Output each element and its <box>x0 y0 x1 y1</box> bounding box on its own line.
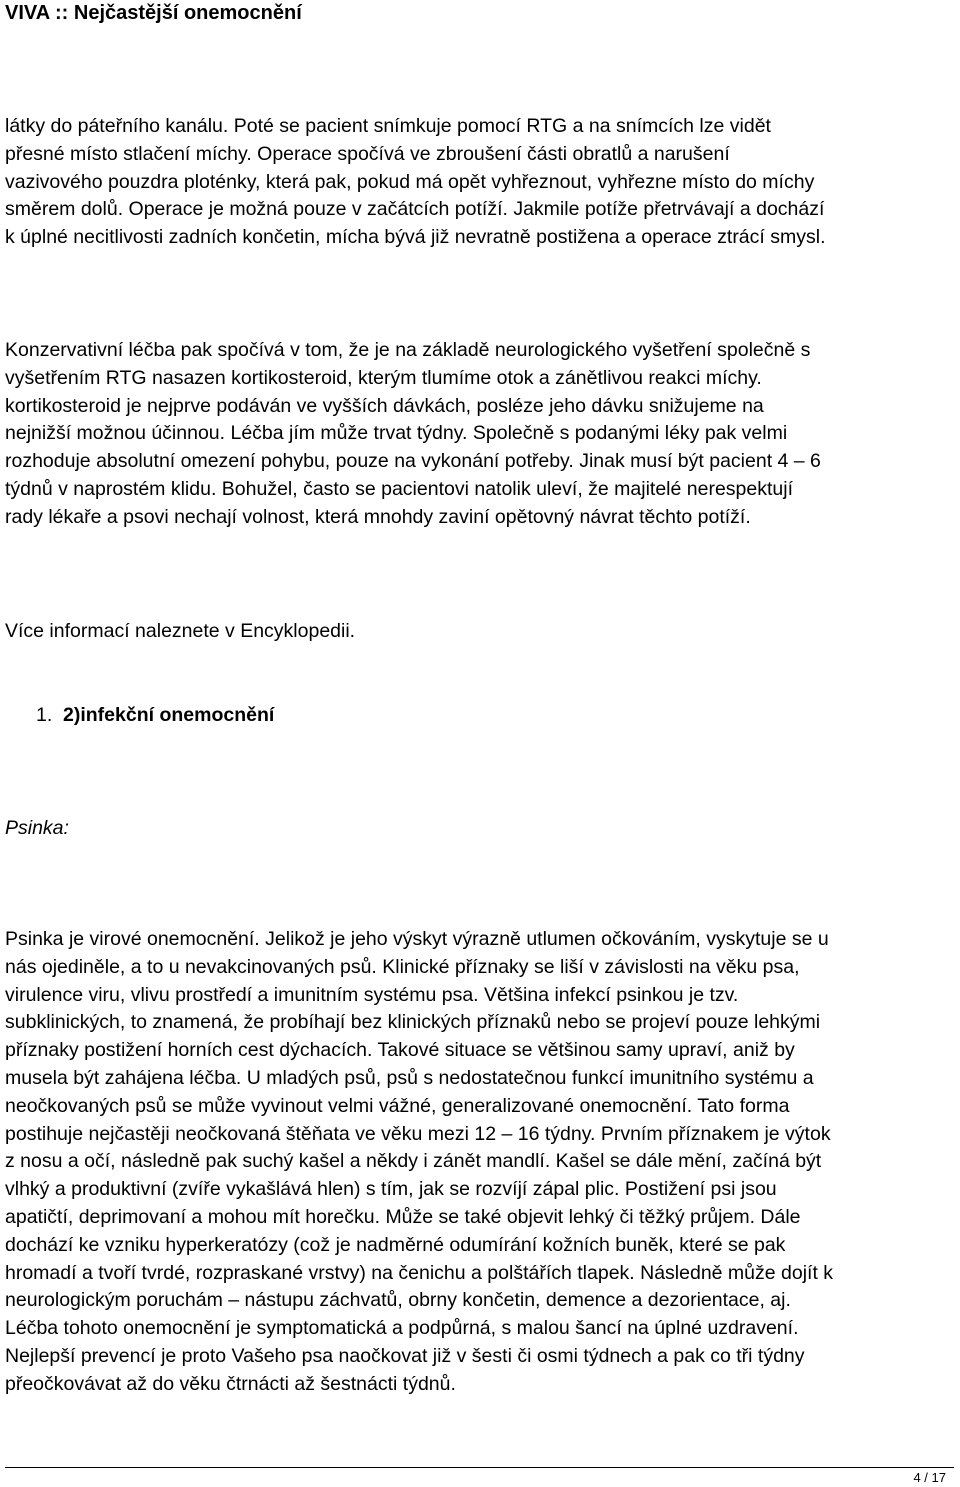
paragraph-line: rady lékaře a psovi nechají volnost, která mnohdy zaviní opětovný návrat těchto potíží. <box>5 505 751 528</box>
paragraph-line: vazivového pouzdra ploténky, která pak, pokud má opět vyhřeznout, vyhřezne místo do míchy <box>5 170 815 193</box>
paragraph-line: rozhoduje absolutní omezení pohybu, pouze na vykonání potřeby. Jinak musí být pacient 4 – 6 <box>5 450 821 473</box>
paragraph-line: nás ojediněle, a to u nevakcinovaných psů. Klinické příznaky se liší v závislosti na věku psa, <box>5 955 800 978</box>
paragraph-psinka <box>5 926 957 1399</box>
list-item-infectious-diseases <box>36 702 274 730</box>
paragraph-line: dochází ke vzniku hyperkeratózy (což je nadměrné odumírání kožních buněk, které se pak <box>5 1233 786 1256</box>
paragraph-line: z nosu a očí, následně pak suchý kašel a někdy i zánět mandlí. Kašel se dále mění, začíná být <box>5 1150 822 1173</box>
footer-divider <box>5 1467 954 1468</box>
list-item-heading: 2)infekční onemocnění <box>63 704 275 726</box>
paragraph-line: látky do páteřního kanálu. Poté se pacient snímkuje pomocí RTG a na snímcích lze vidět <box>5 115 771 137</box>
section-subheading-psinka: Psinka: <box>5 817 69 839</box>
paragraph-line: neočkovaných psů se může vyvinout velmi vážné, generalizované onemocnění. Tato forma <box>5 1094 790 1117</box>
paragraph-line: virulence viru, vlivu prostředí a imunitním systému psa. Většina infekcí psinkou je tzv. <box>5 983 739 1006</box>
paragraph-conservative-treatment <box>5 337 957 532</box>
paragraph-line: nejnižší možnou účinnou. Léčba jím může trvat týdny. Společně s podanými léky pak velmi <box>5 422 788 445</box>
paragraph-line: apatičtí, deprimovaní a mohou mít horečku. Může se také objevit lehký či těžký průjem. Dále <box>5 1205 801 1228</box>
page-header-title: VIVA :: Nejčastější onemocnění <box>5 2 302 24</box>
paragraph-line: kortikosteroid je nejprve podáván ve vyšších dávkách, posléze jeho dávku snižujeme na <box>5 394 764 417</box>
paragraph-line: musela být zahájena léčba. U mladých psů, psů s nedostatečnou funkcí imunitního systému a <box>5 1066 814 1089</box>
list-item-number: 1. <box>36 704 53 726</box>
paragraph-line: přeočkovávat až do věku čtrnácti až šestnácti týdnů. <box>5 1372 456 1395</box>
paragraph-surgery <box>5 113 957 252</box>
paragraph-line: postihuje nejčastěji neočkovaná štěňata ve věku mezi 12 – 16 týdny. Prvním příznakem je výtok <box>5 1122 831 1145</box>
info-line-text: Více informací naleznete v Encyklopedii. <box>5 620 356 642</box>
paragraph-line: vlhký a produktivní (zvíře vykašlává hlen) s tím, jak se rozvíjí zápal plic. Postižení psi jsou <box>5 1178 777 1201</box>
paragraph-line: neurologickým poruchám – nástupu záchvatů, obrny končetin, demence a dezorientace, aj. <box>5 1289 791 1312</box>
paragraph-line: k úplné necitlivosti zadních končetin, mícha bývá již nevratně postižena a operace ztrácí smysl. <box>5 226 826 249</box>
paragraph-line: subklinických, to znamená, že probíhají bez klinických příznaků nebo se projeví pouze lehkými <box>5 1011 821 1034</box>
paragraph-line: směrem dolů. Operace je možná pouze v začátcích potíží. Jakmile potíže přetrvávají a dochází <box>5 198 825 221</box>
paragraph-line: Léčba tohoto onemocnění je symptomatická a podpůrná, s malou šancí na úplné uzdravení. <box>5 1317 799 1340</box>
paragraph-line: přesné místo stlačení míchy. Operace spočívá ve zbroušení části obratlů a narušení <box>5 142 730 165</box>
info-line <box>5 618 957 646</box>
paragraph-line: příznaky postižení horních cest dýchacích. Takové situace se většinou samy upraví, aniž by <box>5 1039 795 1062</box>
paragraph-line: Konzervativní léčba pak spočívá v tom, že je na základě neurologického vyšetření společně s <box>5 339 811 361</box>
paragraph-line: týdnů v naprostém klidu. Bohužel, často se pacientovi natolik uleví, že majitelé nerespektují <box>5 477 794 500</box>
page-number: 4 / 17 <box>913 1470 946 1485</box>
paragraph-line: Nejlepší prevencí je proto Vašeho psa naočkovat již v šesti či osmi týdnech a pak co tři týdny <box>5 1344 805 1367</box>
paragraph-line: Psinka je virové onemocnění. Jelikož je jeho výskyt výrazně utlumen očkováním, vyskytuje se u <box>5 928 829 950</box>
paragraph-line: hromadí a tvoří tvrdé, rozpraskané vrstvy) na čenichu a polštářích tlapek. Následně může dojít k <box>5 1261 834 1284</box>
paragraph-line: vyšetřením RTG nasazen kortikosteroid, kterým tlumíme otok a zánětlivou reakci míchy. <box>5 366 762 389</box>
